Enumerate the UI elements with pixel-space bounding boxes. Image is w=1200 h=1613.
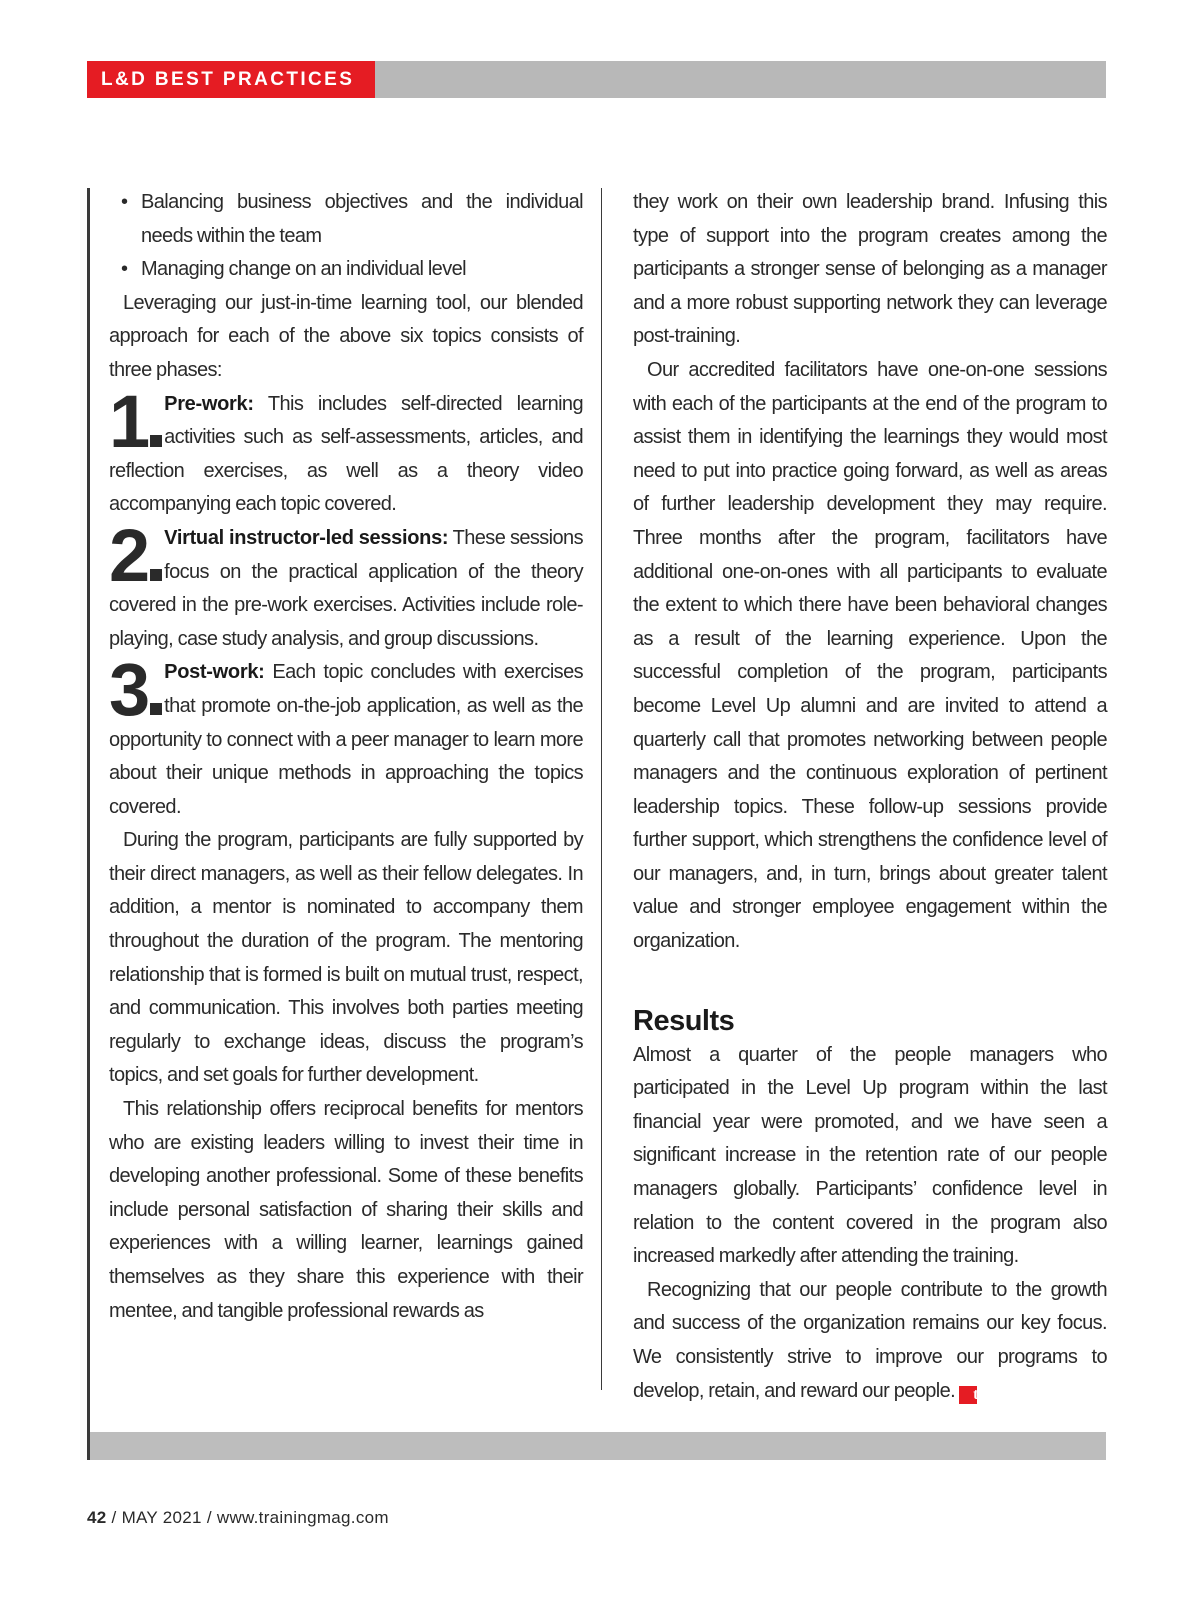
step-number: 3 (109, 660, 162, 722)
bullet-item: • Managing change on an individual level (109, 253, 583, 287)
bullet-item: • Balancing business objectives and the individual needs within the team (109, 186, 583, 253)
step-text: This includes self-directed learning activities such as self-assessments, articles, and reflection exercises, as well as a theory video accompanying each topic covered. (109, 392, 583, 516)
header-bar (87, 61, 1106, 98)
continued-paragraph: they work on their own leadership brand. Infusing this type of support into the program creates among the participants a stronger sense of belonging as a manager and a more robust supporting network they can leverage post-training. (633, 191, 1107, 348)
support-paragraph: During the program, participants are fully supported by their direct managers, as well as their fellow delegates. In addition, a mentor is nominated to accompany them throughout the duration of the program. The mentoring relationship that is formed is built on mutual trust, respect, and communication. This involves both parties meeting regularly to exchange ideas, discuss the program’s topics, and set goals for further development. (109, 829, 583, 1087)
intro-paragraph: Leveraging our just-in-time learning tool, our blended approach for each of the above six topics consists of three phases: (109, 291, 583, 381)
step-text: These sessions focus on the practical application of the theory covered in the pre-work exercises. Activities include role-playing, case study analysis, and group discussions. (109, 526, 583, 650)
results-heading: Results (633, 1004, 735, 1037)
left-column (109, 186, 583, 1328)
right-column (633, 186, 1107, 1408)
step-title: Pre-work: (164, 392, 254, 415)
closing-paragraph (633, 1274, 1107, 1408)
benefits-paragraph: This relationship offers reciprocal benefits for mentors who are existing leaders willing to invest their time in developing another professional. Some of these benefits include personal satisfaction of sharing their skills and experiences with a willing learner, learnings gained themselves as they share this experience with their mentee, and tangible professional rewards as (109, 1098, 583, 1322)
step-text: Each topic concludes with exercises that promote on-the-job application, as well as the opportunity to connect with a peer manager to learn more about their unique methods in approaching the topics covered. (109, 661, 583, 818)
facilitators-paragraph: Our accredited facilitators have one-on-one sessions with each of the participants at the end of the program to assist them in identifying the learnings they would most need to put into practice going forward, as well as areas of further leadership development they may require. Three months after the program, facilitators have additional one-on-ones with all participants to evaluate the extent to which there have been behavioral changes as a result of the learning experience. Upon the successful completion of the program, participants become Level Up alumni and are invited to attend a quarterly call that promotes networking between people managers and the continuous exploration of pertinent leadership topics. These follow-up sessions provide further support, which strengthens the confidence level of our managers, and, in turn, brings about greater talent value and stronger employee engagement within the organization. (633, 358, 1107, 953)
step-number: 2 (109, 526, 162, 588)
closing-text: Recognizing that our people contribute to the growth and success of the organization remains our key focus. We consistently strive to improve our programs to develop, retain, and reward our people. (633, 1278, 1107, 1402)
section-tag: L&D BEST PRACTICES (87, 61, 375, 98)
page-footer (87, 1508, 389, 1528)
results-paragraph: Almost a quarter of the people managers who participated in the Level Up program within the last financial year were promoted, and we have seen a significant increase in the retention rate of our people managers globally. Participants’ confidence level in relation to the content covered in the program also increased markedly after attending the training. (633, 1043, 1107, 1268)
bottom-bar (90, 1432, 1106, 1460)
left-rule (87, 188, 90, 1460)
step-3 (109, 648, 583, 824)
step-title: Post-work: (164, 661, 265, 684)
bullet-list (109, 186, 583, 287)
column-divider (601, 188, 602, 1390)
step-1 (109, 379, 583, 522)
page-number: 42 (87, 1508, 107, 1527)
footer-text: / MAY 2021 / www.trainingmag.com (106, 1508, 389, 1527)
step-title: Virtual instructor-led sessions: (164, 526, 449, 549)
end-mark-icon: t (959, 1386, 977, 1404)
step-number: 1 (109, 392, 162, 454)
step-2 (109, 513, 583, 656)
